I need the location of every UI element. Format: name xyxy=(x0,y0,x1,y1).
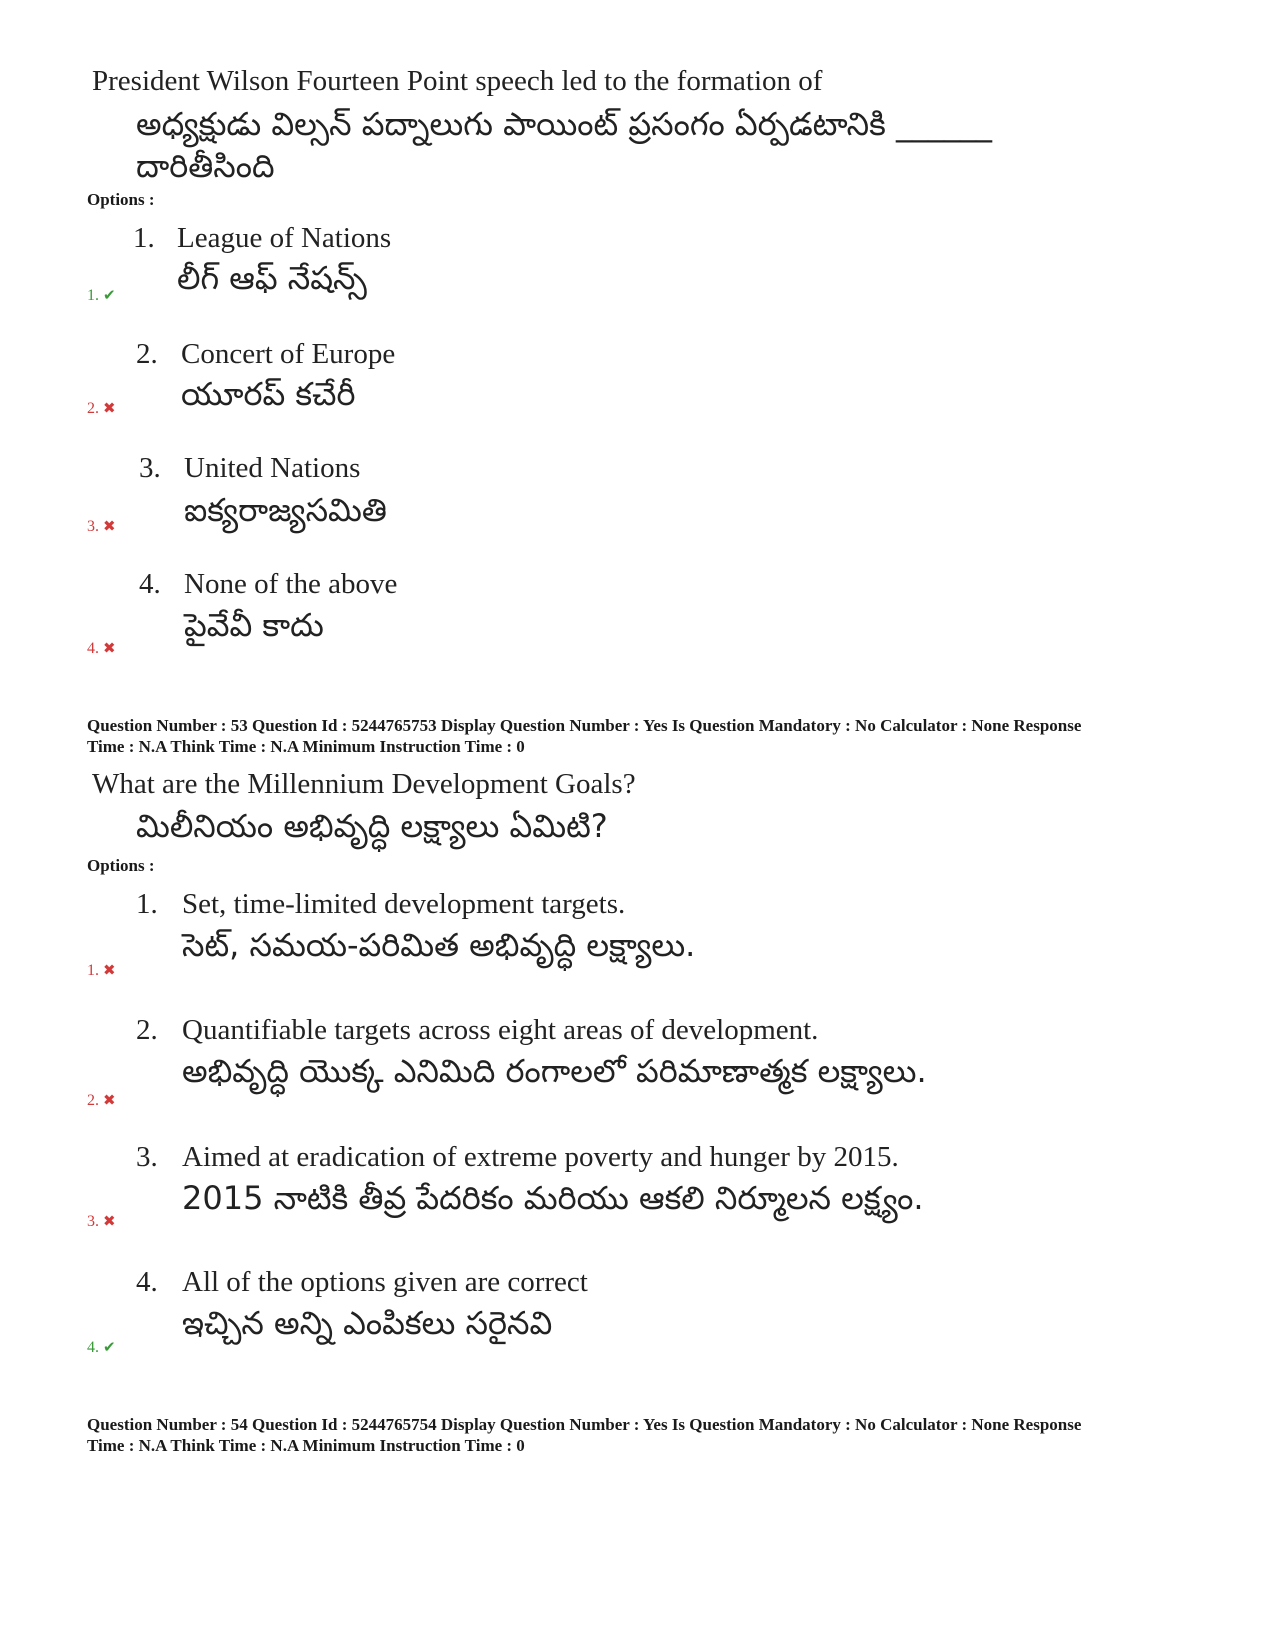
options-label: Options : xyxy=(87,190,155,209)
option-number: 1. xyxy=(133,222,155,254)
option-text-te: యూరప్ కచేరీ xyxy=(181,375,356,413)
option-text-en: Quantifiable targets across eight areas of development. xyxy=(182,1014,819,1046)
answer-mark: 2. ✖ xyxy=(87,1092,116,1109)
option-text-te: పైవేవీ కాదు xyxy=(184,606,324,644)
option-text-te: అభివృద్ధి యొక్క ఎనిమిది రంగాలలో పరిమాణాత్మక లక్ష్యాలు. xyxy=(182,1052,927,1090)
question-metadata-line: Time : N.A Think Time : N.A Minimum Instruction Time : 0 xyxy=(87,737,525,756)
option-number: 3. xyxy=(139,452,161,484)
option-text-en: All of the options given are correct xyxy=(182,1266,588,1298)
cross-icon: ✖ xyxy=(103,519,116,535)
option-text-te: లీగ్ ఆఫ్ నేషన్స్ xyxy=(177,259,367,297)
option-number: 4. xyxy=(139,568,161,600)
answer-mark: 3. ✖ xyxy=(87,1213,116,1230)
cross-icon: ✖ xyxy=(103,1093,116,1109)
cross-icon: ✖ xyxy=(103,401,116,417)
option-text-te: 2015 నాటికి తీవ్ర పేదరికం మరియు ఆకలి నిర్మూలన లక్ష్యం. xyxy=(182,1179,924,1217)
answer-mark: 1. ✔ xyxy=(87,287,116,304)
question-text-te-continued: దారితీసింది xyxy=(136,147,275,185)
option-text-en: Set, time-limited development targets. xyxy=(182,888,626,920)
options-label: Options : xyxy=(87,856,155,875)
option-number: 1. xyxy=(136,888,158,920)
question-metadata xyxy=(87,715,1207,757)
option-text-te: ఐక్యరాజ్యసమితి xyxy=(184,491,387,529)
option-text-en: Aimed at eradication of extreme poverty and hunger by 2015. xyxy=(182,1141,899,1173)
option-text-te: ఇచ్చిన అన్ని ఎంపికలు సరైనవి xyxy=(182,1304,553,1342)
question-text-te: మిలీనియం అభివృద్ధి లక్ష్యాలు ఏమిటి? xyxy=(136,807,608,845)
question-metadata-line: Question Number : 53 Question Id : 5244765753 Display Question Number : Yes Is Question Mandatory : No Calculator : None Response xyxy=(87,716,1082,735)
option-number: 2. xyxy=(136,1014,158,1046)
option-number: 3. xyxy=(136,1141,158,1173)
cross-icon: ✖ xyxy=(103,641,116,657)
question-text-en: President Wilson Fourteen Point speech led to the formation of xyxy=(92,65,823,97)
question-text-en: What are the Millennium Development Goals? xyxy=(92,768,636,800)
answer-mark: 1. ✖ xyxy=(87,962,116,979)
option-text-te: సెట్, సమయ-పరిమిత అభివృద్ధి లక్ష్యాలు. xyxy=(182,926,696,964)
option-text-en: Concert of Europe xyxy=(181,338,396,370)
question-metadata-line: Question Number : 54 Question Id : 5244765754 Display Question Number : Yes Is Question Mandatory : No Calculator : None Response xyxy=(87,1415,1082,1434)
question-metadata xyxy=(87,1414,1207,1456)
answer-mark: 3. ✖ xyxy=(87,518,116,535)
answer-mark: 4. ✔ xyxy=(87,1339,116,1356)
question-metadata-line: Time : N.A Think Time : N.A Minimum Instruction Time : 0 xyxy=(87,1436,525,1455)
checkmark-icon: ✔ xyxy=(103,1340,116,1356)
cross-icon: ✖ xyxy=(103,1214,116,1230)
option-number: 2. xyxy=(136,338,158,370)
checkmark-icon: ✔ xyxy=(103,288,116,304)
option-text-en: None of the above xyxy=(184,568,398,600)
option-text-en: United Nations xyxy=(184,452,361,484)
option-text-en: League of Nations xyxy=(177,222,392,254)
answer-mark: 4. ✖ xyxy=(87,640,116,657)
question-text-te: అధ్యక్షుడు విల్సన్ పద్నాలుగు పాయింట్ ప్రసంగం ఏర్పడటానికి ______ xyxy=(136,105,992,143)
cross-icon: ✖ xyxy=(103,963,116,979)
option-number: 4. xyxy=(136,1266,158,1298)
answer-mark: 2. ✖ xyxy=(87,400,116,417)
